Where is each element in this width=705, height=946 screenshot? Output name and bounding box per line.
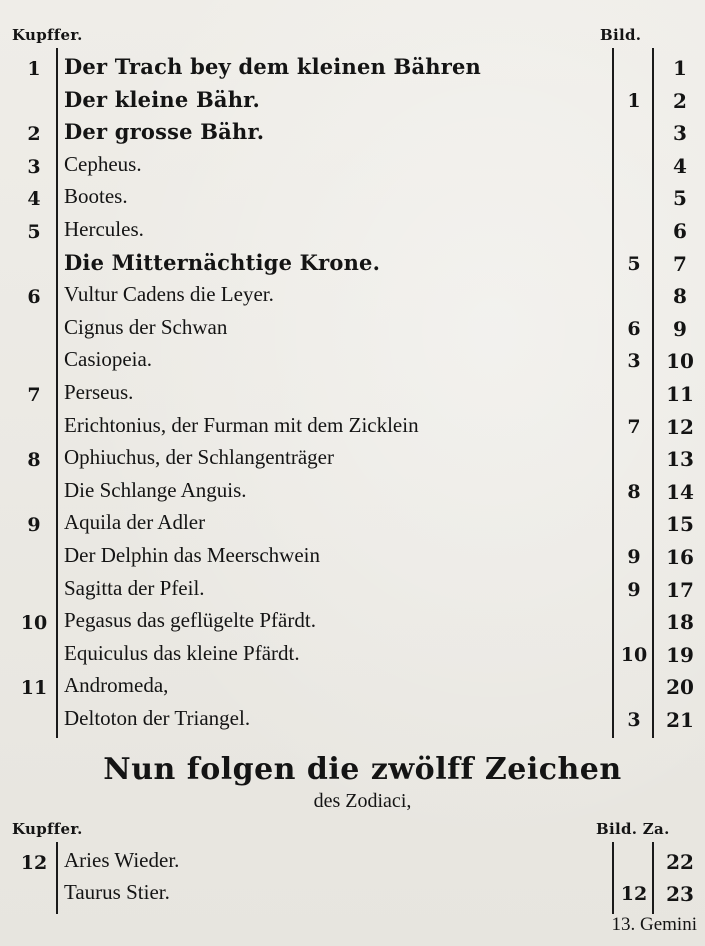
- constellation-name: Die Mitternächtige Krone.: [64, 249, 381, 275]
- constellation-name: Andromeda,: [64, 673, 169, 698]
- constellation-name: Deltoton der Triangel.: [64, 706, 251, 730]
- table-row: [0, 476, 705, 510]
- constellation-name: Erichtonius, der Furman mit dem Zicklein: [64, 412, 419, 437]
- table-row: [0, 541, 705, 575]
- bild-number: 8: [627, 480, 641, 503]
- constellation-name: Perseus.: [64, 380, 134, 404]
- sequence-number: 12: [666, 414, 694, 439]
- table-row: [0, 85, 705, 119]
- table-row: [0, 443, 705, 477]
- table-row: [0, 52, 705, 86]
- bild-number: 3: [627, 350, 641, 373]
- kupfer-number: 1: [27, 58, 41, 80]
- kupfer-number: 7: [27, 384, 41, 406]
- sequence-number: 13: [666, 447, 694, 472]
- bild-number: 7: [627, 415, 641, 438]
- sequence-number: 2: [673, 88, 687, 113]
- table-row: [0, 150, 705, 184]
- constellation-name: Sagitta der Pfeil.: [64, 575, 205, 600]
- sequence-number: 22: [666, 850, 694, 874]
- sequence-number: 18: [666, 610, 694, 635]
- constellation-name: Der Delphin das Meerschwein: [64, 543, 320, 567]
- sequence-number: 10: [666, 349, 694, 374]
- kupfer-column-header: Kupffer.: [12, 26, 83, 44]
- sequence-number: 17: [666, 577, 694, 602]
- bild-column-header: Bild.: [600, 26, 642, 44]
- sequence-number: 1: [673, 56, 687, 80]
- constellation-name: Die Schlange Anguis.: [64, 477, 247, 502]
- kupfer-number: 4: [27, 188, 41, 211]
- table-row: [0, 574, 705, 608]
- sequence-number: 23: [666, 882, 694, 906]
- table-row: [0, 182, 705, 216]
- kupfer-number: 3: [27, 155, 41, 178]
- sequence-number: 20: [666, 675, 694, 700]
- sequence-number: 6: [673, 219, 687, 243]
- table-row: [0, 846, 705, 880]
- sequence-number: 4: [673, 153, 687, 178]
- constellation-name: Aquila der Adler: [64, 510, 206, 535]
- kupfer-number: 12: [20, 852, 48, 874]
- sequence-number: 15: [666, 512, 694, 537]
- constellation-name: Casiopeia.: [64, 347, 153, 372]
- table-row: [0, 117, 705, 151]
- sequence-number: 19: [666, 642, 694, 667]
- catchword: 13. Gemini: [611, 914, 697, 935]
- bild-number: 1: [627, 89, 641, 112]
- sequence-number: 21: [666, 708, 694, 732]
- kupfer-number: 6: [27, 286, 41, 309]
- bild-number: 3: [627, 709, 641, 731]
- constellation-name: Bootes.: [64, 184, 128, 209]
- table-row: [0, 639, 705, 673]
- constellation-name: Cignus der Schwan: [64, 314, 228, 339]
- sequence-number: 11: [666, 382, 694, 406]
- section-heading: Nun folgen die zwölff Zeichen: [103, 752, 622, 787]
- kupfer-number: 5: [27, 221, 41, 243]
- table-row: [0, 248, 705, 282]
- constellation-name: Der Trach bey dem kleinen Bähren: [64, 54, 482, 79]
- table-row: [0, 411, 705, 445]
- constellation-name: Der kleine Bähr.: [64, 86, 261, 112]
- constellation-name: Vultur Cadens die Leyer.: [64, 282, 274, 307]
- sequence-number: 9: [673, 316, 687, 341]
- kupfer-number: 8: [27, 449, 41, 472]
- bild-column-header-2: Bild. Za.: [596, 820, 670, 838]
- table-row: [0, 878, 705, 912]
- constellation-name: Ophiuchus, der Schlangenträger: [64, 445, 334, 470]
- constellation-name: Equiculus das kleine Pfärdt.: [64, 640, 300, 665]
- sequence-number: 5: [673, 186, 687, 211]
- bild-number: 12: [620, 883, 648, 905]
- constellation-name: Taurus Stier.: [64, 880, 170, 904]
- sequence-number: 16: [666, 545, 694, 569]
- bild-number: 10: [620, 643, 648, 666]
- kupfer-number: 10: [20, 612, 48, 635]
- constellation-name: Cepheus.: [64, 151, 142, 176]
- kupfer-column-header-2: Kupffer.: [12, 820, 83, 838]
- table-row: [0, 671, 705, 705]
- table-row: [0, 313, 705, 347]
- table-row: [0, 508, 705, 542]
- sequence-number: 7: [673, 251, 687, 276]
- bild-number: 9: [627, 546, 641, 568]
- table-row: [0, 215, 705, 249]
- bild-number: 6: [627, 317, 641, 340]
- table-row: [0, 606, 705, 640]
- table-row: [0, 280, 705, 314]
- sequence-number: 14: [666, 479, 694, 504]
- sequence-number: 3: [673, 121, 687, 146]
- constellation-name: Pegasus das geflügelte Pfärdt.: [64, 608, 316, 633]
- table-row: [0, 704, 705, 738]
- constellation-name: Hercules.: [64, 217, 144, 241]
- kupfer-number: 2: [27, 123, 41, 146]
- constellation-name: Aries Wieder.: [64, 848, 180, 872]
- table-row: [0, 378, 705, 412]
- bild-number: 9: [627, 578, 641, 601]
- sequence-number: 8: [673, 284, 687, 309]
- table-row: [0, 345, 705, 379]
- kupfer-number: 9: [27, 514, 41, 537]
- constellation-name: Der grosse Bähr.: [64, 119, 265, 145]
- kupfer-number: 11: [20, 677, 48, 700]
- bild-number: 5: [627, 252, 641, 275]
- section-subheading: des Zodiaci,: [313, 790, 412, 812]
